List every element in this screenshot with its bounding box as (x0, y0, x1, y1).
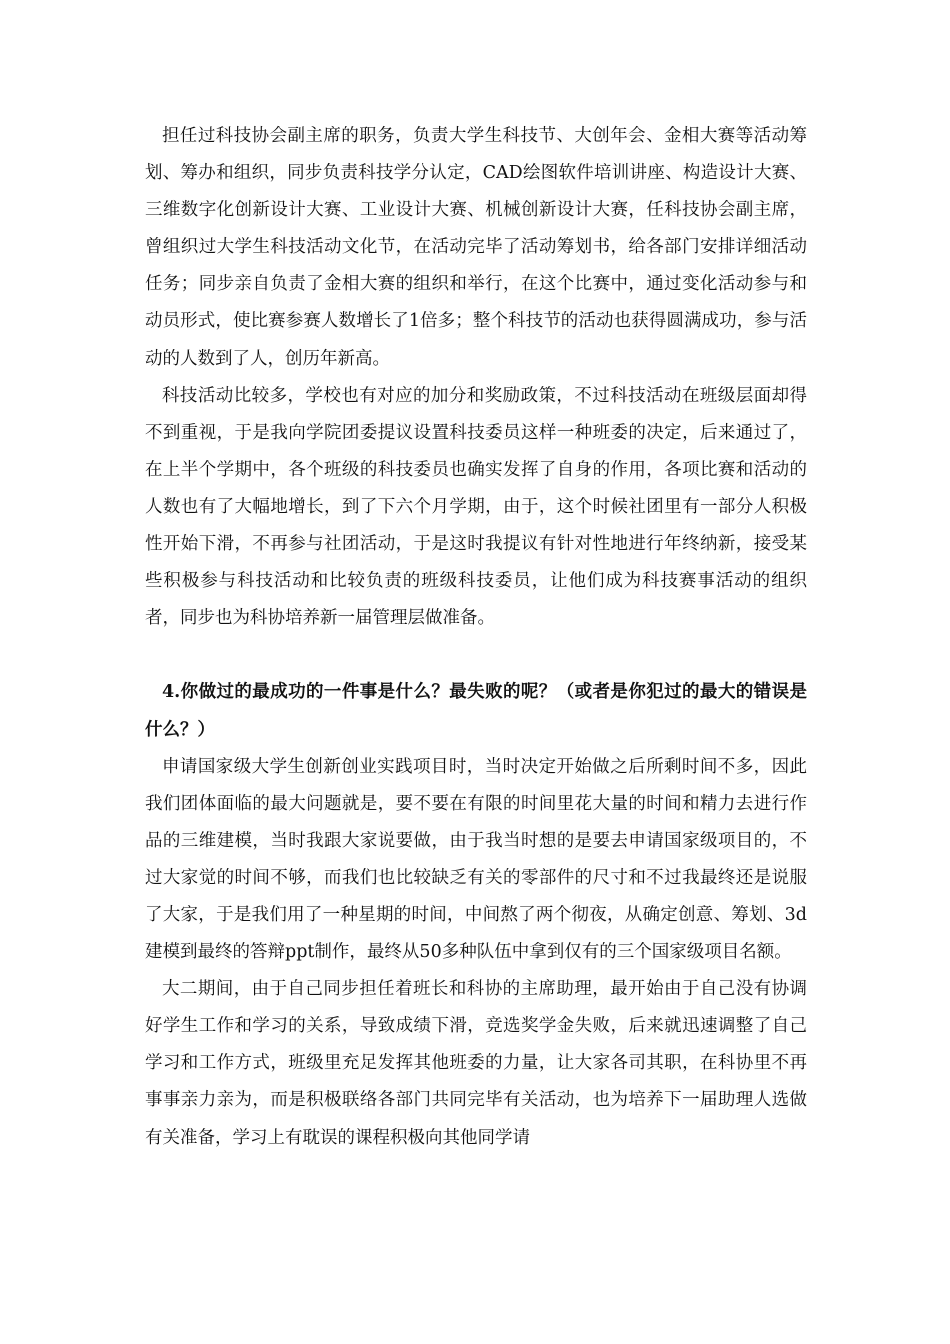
blank-line (145, 637, 807, 674)
paragraph-science-committee: 科技活动比较多，学校也有对应的加分和奖励政策，不过科技活动在班级层面却得不到重视，于是我向学院团委提议设置科技委员这样一种班委的决定，后来通过了，在上半个学期中，各个班级的科技委员也确实发挥了自身的作用，各项比赛和活动的人数也有了大幅地增长，到了下六个月学期，由于，这个时候社团里有一部分人积极性开始下滑，不再参与社团活动，于是这时我提议有针对性地进行年终纳新，接受某些积极参与科技活动和比较负责的班级科技委员，让他们成为科技赛事活动的组织者，同步也为科协培养新一届管理层做准备。 (145, 385, 807, 629)
paragraph-sophomore-year: 大二期间，由于自己同步担任着班长和科协的主席助理，最开始由于自己没有协调好学生工作和学习的关系，导致成绩下滑，竞选奖学金失败，后来就迅速调整了自己学习和工作方式，班级里充足发挥其他班委的力量，让大家各司其职，在科协里不再事事亲力亲为，而是积极联络各部门共同完毕有关活动，也为培养下一届助理人选做有关准备，学习上有耽误的课程积极向其他同学请 (145, 979, 807, 1148)
document-page (145, 118, 807, 1157)
paragraph-national-project: 申请国家级大学生创新创业实践项目时，当时决定开始做之后所剩时间不多，因此我们团体面临的最大问题就是，要不要在有限的时间里花大量的时间和精力去进行作品的三维建模，当时我跟大家说要做，由于我当时想的是要去申请国家级项目的，不过大家觉的时间不够，而我们也比较缺乏有关的零部件的尺寸和不过我最终还是说服了大家，于是我们用了一种星期的时间，中间熬了两个彻夜，从确定创意、筹划、3d建模到最终的答辩ppt制作，最终从50多种队伍中拿到仅有的三个国家级项目名额。 (145, 756, 807, 963)
paragraph-science-association: 担任过科技协会副主席的职务，负责大学生科技节、大创年会、金相大赛等活动筹划、筹办和组织，同步负责科技学分认定，CAD绘图软件培训讲座、构造设计大赛、三维数字化创新设计大赛、工业设计大赛、机械创新设计大赛，任科技协会副主席，曾组织过大学生科技活动文化节，在活动完毕了活动筹划书，给各部门安排详细活动任务；同步亲自负责了金相大赛的组织和举行，在这个比赛中，通过变化活动参与和动员形式，使比赛参赛人数增长了1倍多；整个科技节的活动也获得圆满成功，参与活动的人数到了人，创历年新高。 (145, 126, 807, 369)
question-heading: 4.你做过的最成功的一件事是什么？最失败的呢？（或者是你犯过的最大的错误是什么？） (145, 682, 807, 740)
